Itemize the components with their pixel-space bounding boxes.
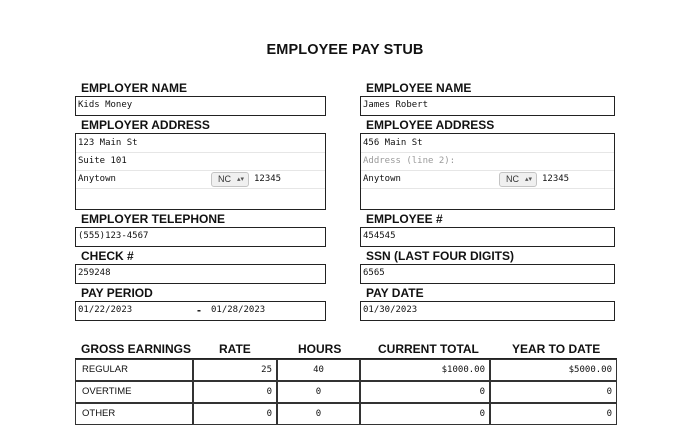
employee-name-label: EMPLOYEE NAME xyxy=(366,81,472,95)
employer-name-box xyxy=(75,96,326,116)
employee-state-select[interactable] xyxy=(499,172,537,187)
employer-state-select[interactable] xyxy=(211,172,249,187)
header-current-total: CURRENT TOTAL xyxy=(378,342,479,356)
employer-state-value: NC xyxy=(218,174,231,184)
pay-date-input[interactable]: 01/30/2023 xyxy=(363,305,418,315)
employee-name-box xyxy=(360,96,615,116)
employer-address-box xyxy=(75,133,326,210)
employee-number-label: EMPLOYEE # xyxy=(366,212,443,226)
employee-address-label: EMPLOYEE ADDRESS xyxy=(366,118,495,132)
ssn-input[interactable]: 6565 xyxy=(363,268,385,278)
rate-input[interactable]: 0 xyxy=(193,403,277,425)
header-hours: HOURS xyxy=(298,342,342,356)
pay-date-label: PAY DATE xyxy=(366,286,424,300)
pay-date-box xyxy=(360,301,615,321)
employee-number-input[interactable]: 454545 xyxy=(363,231,396,241)
ytd-input[interactable]: 0 xyxy=(490,381,617,403)
employer-address-line1-input[interactable]: 123 Main St xyxy=(78,138,138,148)
employer-address-label: EMPLOYER ADDRESS xyxy=(81,118,210,132)
pay-period-label: PAY PERIOD xyxy=(81,286,153,300)
rate-input[interactable]: 0 xyxy=(193,381,277,403)
employer-name-input[interactable]: Kids Money xyxy=(78,100,133,110)
current-total-value: $1000.00 xyxy=(360,359,490,381)
header-rate: RATE xyxy=(219,342,251,356)
check-number-label: CHECK # xyxy=(81,249,134,263)
check-number-input[interactable]: 259248 xyxy=(78,268,111,278)
hours-input[interactable]: 0 xyxy=(277,381,360,403)
employee-zip-input[interactable]: 12345 xyxy=(542,174,570,184)
employee-number-box xyxy=(360,227,615,247)
page-title: EMPLOYEE PAY STUB xyxy=(266,42,424,58)
ssn-label: SSN (LAST FOUR DIGITS) xyxy=(366,249,514,263)
rate-input[interactable]: 25 xyxy=(193,359,277,381)
earnings-row-name: OVERTIME xyxy=(75,381,193,403)
hours-input[interactable]: 40 xyxy=(277,359,360,381)
employer-address-line2-input[interactable]: Suite 101 xyxy=(78,156,127,166)
check-number-box xyxy=(75,264,326,284)
employee-state-value: NC xyxy=(506,174,519,184)
employee-city-input[interactable]: Anytown xyxy=(363,174,401,184)
earnings-row-name: OTHER xyxy=(75,403,193,425)
pay-period-start-input[interactable]: 01/22/2023 xyxy=(78,305,133,315)
header-gross-earnings: GROSS EARNINGS xyxy=(81,342,192,356)
current-total-value: 0 xyxy=(360,381,490,403)
employer-city-input[interactable]: Anytown xyxy=(78,174,116,184)
divider xyxy=(76,188,325,189)
ssn-box xyxy=(360,264,615,284)
employee-address-box xyxy=(360,133,615,210)
employee-name-input[interactable]: James Robert xyxy=(363,100,429,110)
divider xyxy=(361,188,614,189)
updown-arrow-icon: ▴▾ xyxy=(524,176,532,183)
pay-period-box xyxy=(75,301,326,321)
employer-telephone-input[interactable]: (555)123-4567 xyxy=(78,231,149,241)
employer-zip-input[interactable]: 12345 xyxy=(254,174,282,184)
ytd-input[interactable]: 0 xyxy=(490,403,617,425)
hours-input[interactable]: 0 xyxy=(277,403,360,425)
ytd-input[interactable]: $5000.00 xyxy=(490,359,617,381)
employer-name-label: EMPLOYER NAME xyxy=(81,81,188,95)
employer-telephone-label: EMPLOYER TELEPHONE xyxy=(81,212,226,226)
employer-telephone-box xyxy=(75,227,326,247)
pay-period-end-input[interactable]: 01/28/2023 xyxy=(211,305,266,315)
earnings-row-name: REGULAR xyxy=(75,359,193,381)
employee-address-line2-input[interactable]: Address (line 2): xyxy=(363,156,456,166)
employee-address-line1-input[interactable]: 456 Main St xyxy=(363,138,423,148)
updown-arrow-icon: ▴▾ xyxy=(236,176,244,183)
pay-period-separator: - xyxy=(197,303,201,317)
header-year-to-date: YEAR TO DATE xyxy=(512,342,601,356)
current-total-value: 0 xyxy=(360,403,490,425)
